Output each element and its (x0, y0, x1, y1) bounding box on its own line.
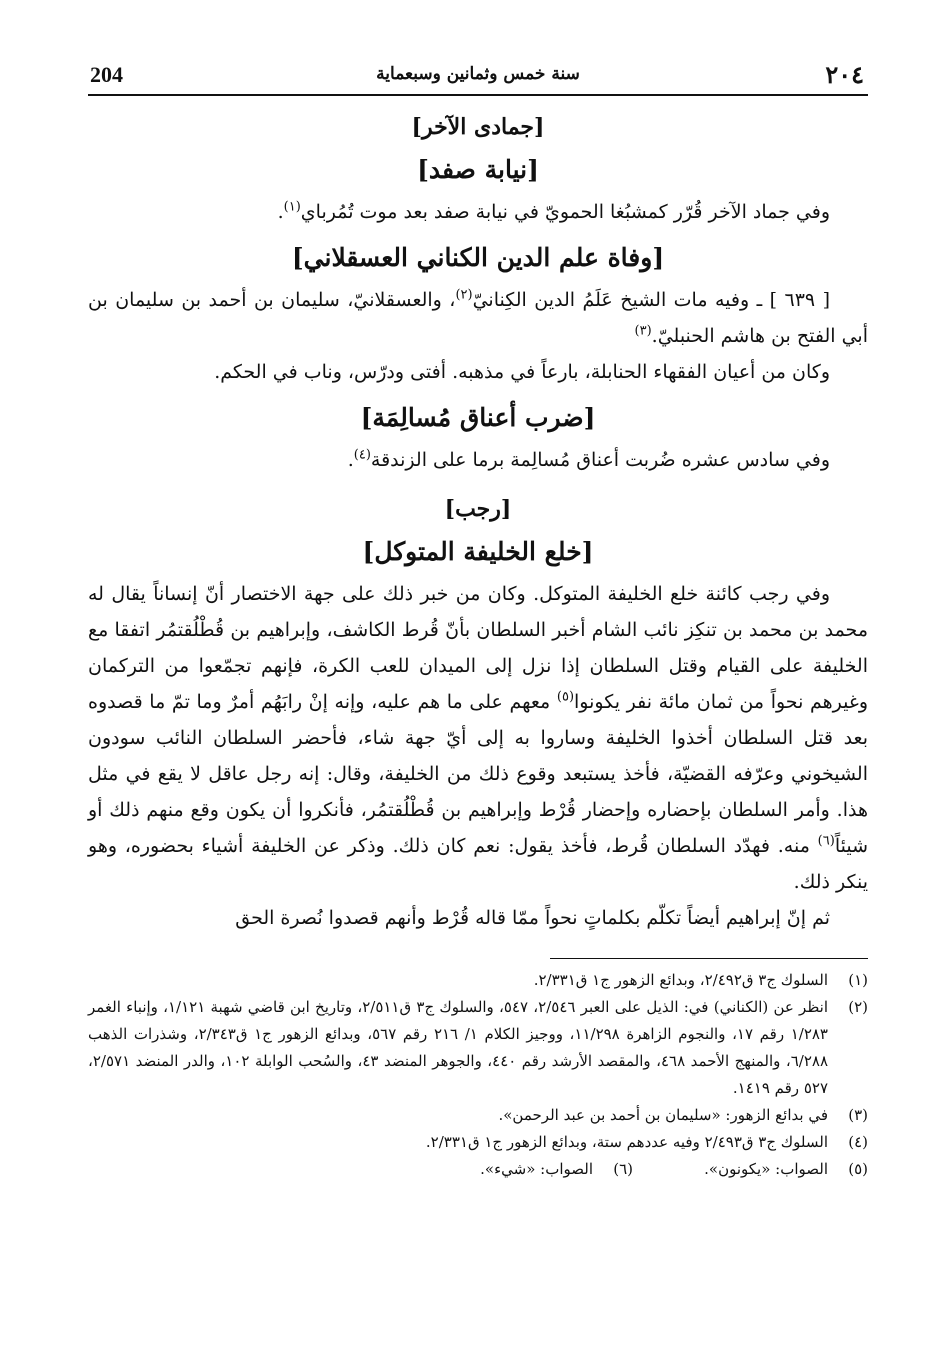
footnote-ref-4[interactable]: (٤) (353, 447, 371, 463)
page-header (88, 52, 868, 96)
footnote-item: (٢) انظر عن (الكناني) في: الذيل على العبر ٢/٥٤٦، ٥٤٧، والسلوك ج٣ ق٢/٥١١، وتاريخ ابن قاضي شهبة ١/١٢١، وإنباء الغمر ١/٢٨٣ رقم ١٧، والنجوم الزاهرة ١١/٢٩٨، ووجيز الكلام ١/ ٢١٦ رقم ٥٦٧، وبدائع الزهور ج١ ق٢/٣٤٣، وشذرات الذهب ٦/٢٨٨، والمنهج الأحمد ٤٦٨، والمقصد الأرشد رقم ٤٤٠، والجوهر المنضد ٤٣، والسُحب الوابلة ١٠٢، والدر المنضد ٢/٥٧١، ٥٢٧ رقم ١٤١٩. (88, 998, 868, 1097)
section-heading-death: [وفاة علم الدين الكناني العسقلاني] (291, 243, 665, 272)
footnotes (88, 967, 868, 1183)
footnote-item: (٣) في بدائع الزهور: «سليمان بن أحمد بن عبد الرحمن». (498, 1106, 868, 1124)
month-heading-rajab: [رجب] (444, 496, 512, 522)
section-heading-safad: [نيابة صفد] (417, 155, 539, 184)
paragraph-deposition-continued: ثم إنّ إبراهيم أيضاً تكلّم بكلماتٍ نحواً ممّا قاله قُرْط وأنهم قصدوا نُصرة الحق (235, 907, 830, 929)
paragraph-execution: وفي سادس عشره ضُربت أعناق مُسالِمة برما على الزندقة$^{(٤)}$. (347, 447, 830, 471)
footnote-item: (١) السلوك ج٣ ق٢/٤٩٢، وبدائع الزهور ج١ ق٢/٣٣١. (533, 971, 868, 989)
month-heading-jumada: [جمادى الآخر] (411, 114, 545, 140)
running-title: سنة خمس وثمانين وسبعماية (376, 64, 580, 84)
section-heading-deposition: [خلع الخليفة المتوكل] (362, 537, 594, 566)
footnote-ref-3[interactable]: (٣) (634, 323, 652, 339)
main-text (88, 112, 868, 936)
footnote-separator (550, 958, 868, 959)
paragraph-death-bio: وكان من أعيان الفقهاء الحنابلة، بارعاً في مذهبه. أفتى ودرّس، وناب في الحكم. (214, 361, 830, 383)
footnote-item: (٤) السلوك ج٣ ق٢/٤٩٣ وفيه عددهم ستة، وبدائع الزهور ج١ ق٢/٣٣١. (425, 1133, 868, 1151)
page-number-arabic: ٢٠٤ (825, 60, 864, 89)
footnote-ref-6[interactable]: (٦) (817, 833, 835, 849)
book-page (88, 52, 868, 1183)
paragraph-deposition: وفي رجب كائنة خلع الخليفة المتوكل. وكان من خبر ذلك على جهة الاختصار أنّ إنساناً يقال له محمد بن محمد بن تنكِز نائب الشام أخبر السلطان بأنّ قُرط الكاشف، وإبراهيم بن قُطْلُقتمُر اتفقا مع الخليفة على القيام وقتل السلطان إذا نزل إلى الميدان للعب الكرة، فإنهم تجمّعوا من التركمان وغيرهم نحواً من ثمان مائة نفر يكونوا$^{(٥)}$ معهم على ما هم عليه، وإنه إنْ رابَهُم أمرٌ وما تمّ ما قصدوه بعد قتل السلطان أخذوا الخليفة وساروا به إلى أيّ جهة شاء، فأحضر السلطان النائب سودون الشيخوني وعرّفه القضيّة، فأخذ يستبعد وقوع ذلك من الخليفة، وقال: إنه رجل عاقل لا يقع في مثل هذا. وأمر السلطان بإحضاره وإحضار قُرْط وإبراهيم بن قُطْلُقتمُر، فأنكروا أن يكون وقع منهم ذلك أو شيئاً$^{(٦)}$ منه. فهدّد السلطان قُرط، فأخذ يقول: نعم كان ذلك. وذكر عن الخليفة أشياء بحضوره، وهو ينكر ذلك. (88, 583, 868, 893)
footnote-item: (٦) الصواب: «شيء». (480, 1160, 633, 1178)
footnote-ref-1[interactable]: (١) (283, 199, 301, 215)
footnote-ref-2[interactable]: (٢) (455, 287, 473, 303)
footnote-pair (88, 1156, 868, 1183)
paragraph-death-entry: [ ٦٣٩ ] ـ وفيه مات الشيخ عَلَمُ الدين الكِنانيّ$^{(٢)}$، والعسقلانيّ، سليمان بن أحمد بن سليمان بن أبي الفتح بن هاشم الحنبليّ.$^{(٣)}$ (88, 287, 868, 347)
page-number-latin: 204 (90, 62, 123, 87)
paragraph-safad: وفي جماد الآخر قُرّر كمشبُغا الحمويّ في نيابة صفد بعد موت تُمُرباي$^{(١)}$. (277, 199, 830, 223)
footnote-item: (٥) الصواب: «يكونون». (704, 1160, 868, 1178)
section-heading-execution: [ضرب أعناق مُسالِمَة] (360, 403, 596, 432)
footnote-ref-5[interactable]: (٥) (556, 689, 575, 705)
